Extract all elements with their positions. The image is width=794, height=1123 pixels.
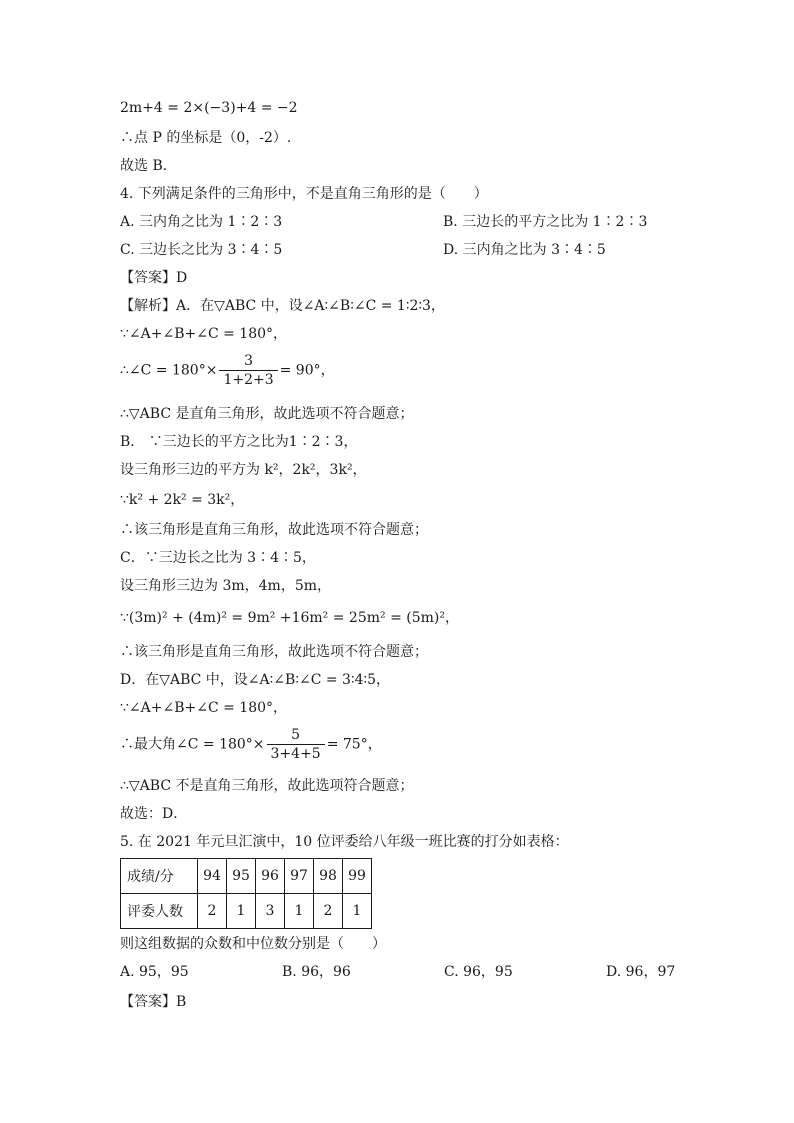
question-4-stem: 4. 下列满足条件的三角形中，不是直角三角形的是（ ）: [120, 186, 488, 202]
q5-option-d: D. 96，97: [606, 964, 676, 980]
score-cell: 98: [314, 859, 343, 894]
conclusion-line: ∴点 P 的坐标是（0，-2）.: [120, 130, 292, 146]
answer-4: 【答案】D: [120, 270, 188, 286]
score-cell: 99: [343, 859, 372, 894]
calc-prefix: ∴最大角∠C = 180°×: [120, 736, 265, 753]
final-choice: 故选：D．: [120, 806, 188, 822]
count-cell: 2: [314, 894, 343, 929]
calc-suffix: = 90°，: [279, 362, 335, 379]
analysis-a-calc: [120, 352, 335, 389]
fraction-numerator: 3: [219, 352, 277, 371]
count-cell: 1: [343, 894, 372, 929]
analysis-c-intro: C．∵三边长之比为 3∶4∶5，: [120, 550, 316, 566]
fraction: [267, 726, 325, 763]
fraction-denominator: 1+2+3: [223, 372, 274, 388]
analysis-a-sum: ∵∠A+∠B+∠C = 180°，: [120, 326, 288, 342]
score-cell: 96: [256, 859, 285, 894]
analysis-a-conclusion: ∴▽ABC 是直角三角形，故此选项不符合题意；: [120, 406, 414, 422]
score-cell: 95: [227, 859, 256, 894]
question-5-ask: 则这组数据的众数和中位数分别是（ ）: [120, 936, 386, 952]
calc-suffix: = 75°，: [326, 736, 382, 753]
analysis-d-sum: ∵∠A+∠B+∠C = 180°，: [120, 700, 288, 716]
answer-5: 【答案】B: [120, 994, 187, 1010]
q4-option-a: A. 三内角之比为 1∶2∶3: [120, 214, 283, 230]
analysis-d-intro: D．在▽ABC 中，设∠A∶∠B∶∠C = 3∶4∶5，: [120, 672, 391, 688]
fraction-numerator: 5: [267, 726, 325, 745]
fraction-denominator: 3+4+5: [270, 746, 321, 762]
analysis-b-intro: B． ∵三边长的平方之比为1∶2∶3，: [120, 434, 358, 450]
choice-line: 故选 B．: [120, 158, 177, 174]
table-row: [121, 894, 372, 929]
analysis-b-set: 设三角形三边的平方为 k²，2k²，3k²，: [120, 462, 367, 478]
analysis-b-equation: ∵k² + 2k² = 3k²，: [120, 492, 245, 508]
q4-option-d: D. 三内角之比为 3∶4∶5: [443, 242, 606, 258]
calc-prefix: ∴∠C = 180°×: [120, 362, 218, 379]
table-row-header: 成绩/分: [121, 859, 198, 894]
question-5-stem: 5. 在 2021 年元旦汇演中，10 位评委给八年级一班比赛的打分如表格：: [120, 834, 569, 850]
table-row: [121, 859, 372, 894]
fraction: [219, 352, 277, 389]
q5-option-c: C. 96，95: [444, 964, 513, 980]
analysis-c-conclusion: ∴该三角形是直角三角形，故此选项不符合题意；: [120, 644, 428, 660]
analysis-c-equation: ∵(3m)² + (4m)² = 9m² +16m² = 25m² = (5m)²，: [120, 610, 459, 626]
count-cell: 1: [227, 894, 256, 929]
analysis-d-calc: [120, 726, 382, 763]
q4-option-b: B. 三边长的平方之比为 1∶2∶3: [443, 214, 648, 230]
analysis-b-conclusion: ∴该三角形是直角三角形，故此选项不符合题意；: [120, 522, 428, 538]
q5-option-a: A. 95，95: [120, 964, 189, 980]
q5-option-b: B. 96，96: [282, 964, 351, 980]
score-table: [120, 858, 372, 929]
count-cell: 1: [285, 894, 314, 929]
q4-option-c: C. 三边长之比为 3∶4∶5: [120, 242, 283, 258]
score-cell: 97: [285, 859, 314, 894]
analysis-a-intro: 【解析】A．在▽ABC 中，设∠A∶∠B∶∠C = 1∶2∶3，: [120, 298, 445, 314]
count-cell: 2: [198, 894, 227, 929]
analysis-c-set: 设三角形三边为 3m，4m，5m，: [120, 578, 331, 594]
score-cell: 94: [198, 859, 227, 894]
equation-line: 2m+4 = 2×(−3)+4 = −2: [120, 100, 298, 116]
count-cell: 3: [256, 894, 285, 929]
table-row-header: 评委人数: [121, 894, 198, 929]
analysis-d-conclusion: ∴▽ABC 不是直角三角形，故此选项符合题意；: [120, 778, 414, 794]
